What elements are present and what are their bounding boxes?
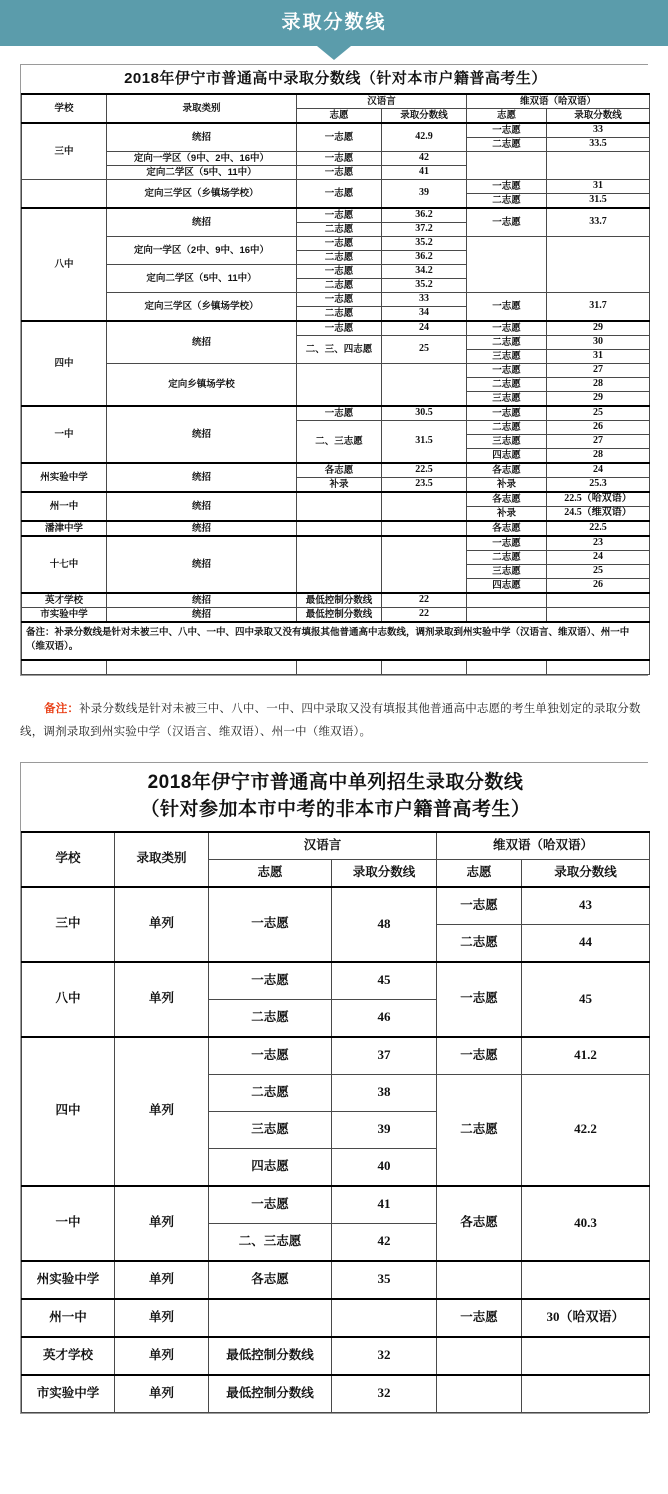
cell-wei-wish: 三志愿	[467, 565, 547, 579]
cell-category: 统招	[107, 123, 297, 152]
cell-category: 统招	[107, 208, 297, 237]
cell-category: 单列	[115, 1037, 209, 1186]
cell-school: 州实验中学	[22, 463, 107, 492]
cell-wei-score: 29	[547, 321, 650, 336]
table-row	[22, 293, 650, 307]
cell-wei-wish: 一志愿	[467, 293, 547, 322]
cell-wei-score: 44	[522, 924, 650, 962]
page-banner	[0, 0, 668, 46]
cell-han-wish: 二、三、四志愿	[297, 336, 382, 364]
cell-wei-score: 45	[522, 962, 650, 1037]
cell-wei-score	[547, 152, 650, 180]
cell-category: 统招	[107, 492, 297, 521]
cell-han-wish: 一志愿	[297, 208, 382, 223]
cell-han-score: 39	[332, 1111, 437, 1148]
cell-han-score	[382, 364, 467, 407]
cell-wei-score	[522, 1375, 650, 1413]
blank-cell	[297, 660, 382, 675]
cell-wei-wish: 三志愿	[467, 350, 547, 364]
cell-wei-wish: 二志愿	[467, 421, 547, 435]
cell-category: 统招	[107, 608, 297, 623]
cell-han-wish	[297, 521, 382, 536]
cell-han-score: 42.9	[382, 123, 467, 152]
th-han-wish: 志愿	[297, 109, 382, 124]
table2	[21, 763, 650, 1413]
cell-school: 三中	[22, 123, 107, 180]
cell-han-wish	[297, 536, 382, 593]
cell-category: 统招	[107, 593, 297, 608]
cell-wei-wish	[437, 1375, 522, 1413]
table-row	[22, 536, 650, 551]
cell-han-wish: 一志愿	[297, 180, 382, 209]
cell-wei-wish: 补录	[467, 507, 547, 522]
cell-han-score: 45	[332, 962, 437, 1000]
cell-han-wish: 一志愿	[209, 1186, 332, 1224]
cell-category: 单列	[115, 887, 209, 962]
cell-wei-score: 25.3	[547, 478, 650, 493]
cell-wei-score: 27	[547, 435, 650, 449]
cell-han-wish: 各志愿	[297, 463, 382, 478]
cell-category: 统招	[107, 521, 297, 536]
cell-wei-score: 31	[547, 180, 650, 194]
cell-han-score: 31.5	[382, 421, 467, 464]
cell-wei-wish	[437, 1261, 522, 1299]
cell-han-wish: 四志愿	[209, 1148, 332, 1186]
cell-category: 定向三学区（乡镇场学校）	[107, 293, 297, 322]
blank-cell	[107, 660, 297, 675]
cell-han-wish: 二志愿	[297, 279, 382, 293]
cell-han-score: 24	[382, 321, 467, 336]
cell-han-wish: 一志愿	[297, 321, 382, 336]
cell-han-wish	[297, 492, 382, 521]
cell-wei-score: 22.5	[547, 521, 650, 536]
cell-wei-score: 30	[547, 336, 650, 350]
cell-han-wish: 一志愿	[297, 166, 382, 180]
cell-school	[22, 180, 107, 209]
th-chinese-group: 汉语言	[209, 832, 437, 860]
cell-wei-score	[522, 1337, 650, 1375]
cell-wei-score: 31.7	[547, 293, 650, 322]
cell-school: 十七中	[22, 536, 107, 593]
table-row	[22, 887, 650, 925]
table-row	[22, 1337, 650, 1375]
cell-school: 英才学校	[22, 1337, 115, 1375]
cell-wei-wish: 各志愿	[467, 463, 547, 478]
cell-school: 一中	[22, 1186, 115, 1261]
table-row	[22, 406, 650, 421]
cell-wei-score: 24	[547, 463, 650, 478]
cell-school: 州一中	[22, 492, 107, 521]
table1-container	[20, 64, 648, 676]
cell-category: 单列	[115, 1186, 209, 1261]
cell-han-score: 39	[382, 180, 467, 209]
table2-header-row-1	[22, 832, 650, 860]
table-row	[22, 593, 650, 608]
table-row	[22, 1261, 650, 1299]
cell-han-wish: 二、三志愿	[297, 421, 382, 464]
cell-han-score: 48	[332, 887, 437, 962]
th-wei-score: 录取分数线	[522, 859, 650, 887]
cell-han-score: 34	[382, 307, 467, 322]
cell-wei-score: 25	[547, 406, 650, 421]
th-han-score: 录取分数线	[382, 109, 467, 124]
cell-school: 潘津中学	[22, 521, 107, 536]
table-row	[22, 463, 650, 478]
cell-han-wish: 二志愿	[297, 251, 382, 265]
cell-han-score: 35.2	[382, 237, 467, 251]
table2-title-line2: （针对参加本市中考的非本市户籍普高考生）	[140, 799, 531, 821]
cell-wei-wish	[467, 593, 547, 608]
cell-category: 定向三学区（乡镇场学校）	[107, 180, 297, 209]
cell-school: 四中	[22, 321, 107, 406]
blank-cell	[547, 660, 650, 675]
th-wei-wish: 志愿	[467, 109, 547, 124]
cell-han-wish: 一志愿	[297, 152, 382, 166]
cell-wei-score: 42.2	[522, 1074, 650, 1186]
th-uyghur-group: 维双语（哈双语）	[467, 94, 650, 109]
cell-wei-wish: 二志愿	[467, 138, 547, 152]
cell-han-score: 23.5	[382, 478, 467, 493]
cell-wei-score: 26	[547, 421, 650, 435]
cell-wei-wish: 一志愿	[437, 887, 522, 925]
red-note-text: 补录分数线是针对未被三中、八中、一中、四中录取又没有填报其他普通高中志愿的考生单独划定的录取分数线，调剂录取到州实验中学（汉语言、维双语）、州一中（维双语）。	[20, 702, 641, 738]
cell-school: 英才学校	[22, 593, 107, 608]
cell-category: 单列	[115, 1261, 209, 1299]
cell-han-score	[382, 536, 467, 593]
cell-han-wish: 一志愿	[297, 293, 382, 307]
cell-wei-score: 25	[547, 565, 650, 579]
cell-wei-score: 29	[547, 392, 650, 407]
cell-wei-score: 28	[547, 378, 650, 392]
banner-title: 录取分数线	[281, 12, 387, 33]
cell-han-score: 42	[382, 152, 467, 166]
table1-header-row-1	[22, 94, 650, 109]
th-category: 录取类别	[107, 94, 297, 123]
cell-wei-wish: 一志愿	[467, 536, 547, 551]
cell-han-score: 33	[382, 293, 467, 307]
th-wei-wish: 志愿	[437, 859, 522, 887]
cell-han-wish: 一志愿	[209, 887, 332, 962]
cell-han-wish: 一志愿	[297, 237, 382, 251]
blank-cell	[467, 660, 547, 675]
cell-wei-score: 41.2	[522, 1037, 650, 1075]
cell-han-wish: 补录	[297, 478, 382, 493]
cell-han-score	[332, 1299, 437, 1337]
cell-school: 四中	[22, 1037, 115, 1186]
cell-wei-score: 43	[522, 887, 650, 925]
cell-wei-wish: 各志愿	[437, 1186, 522, 1261]
th-han-score: 录取分数线	[332, 859, 437, 887]
cell-han-score: 42	[332, 1223, 437, 1261]
cell-wei-score: 26	[547, 579, 650, 594]
cell-han-wish: 一志愿	[297, 123, 382, 152]
cell-han-wish	[209, 1299, 332, 1337]
cell-wei-score: 33	[547, 123, 650, 138]
th-uyghur-group: 维双语（哈双语）	[437, 832, 650, 860]
cell-han-score: 35	[332, 1261, 437, 1299]
table2-container	[20, 762, 648, 1414]
cell-han-wish: 各志愿	[209, 1261, 332, 1299]
cell-school: 八中	[22, 208, 107, 321]
cell-wei-score	[547, 237, 650, 293]
cell-han-wish: 一志愿	[297, 265, 382, 279]
cell-wei-wish: 一志愿	[437, 1037, 522, 1075]
cell-category: 单列	[115, 1299, 209, 1337]
cell-wei-wish: 二志愿	[467, 194, 547, 209]
table-row	[22, 123, 650, 138]
cell-han-score: 35.2	[382, 279, 467, 293]
cell-category: 单列	[115, 962, 209, 1037]
cell-wei-score	[522, 1261, 650, 1299]
cell-wei-score: 33.5	[547, 138, 650, 152]
cell-wei-score: 31	[547, 350, 650, 364]
cell-wei-score: 33.7	[547, 208, 650, 237]
cell-wei-wish: 一志愿	[437, 1299, 522, 1337]
table-row	[22, 1299, 650, 1337]
cell-wei-wish: 四志愿	[467, 579, 547, 594]
cell-han-wish: 二志愿	[297, 223, 382, 237]
table-row	[22, 237, 650, 251]
cell-han-score: 22	[382, 593, 467, 608]
cell-wei-wish: 一志愿	[467, 364, 547, 378]
cell-han-wish: 最低控制分数线	[297, 608, 382, 623]
cell-han-score: 37	[332, 1037, 437, 1075]
cell-han-score: 41	[382, 166, 467, 180]
cell-wei-wish: 各志愿	[467, 492, 547, 507]
cell-school: 市实验中学	[22, 608, 107, 623]
cell-wei-score: 23	[547, 536, 650, 551]
cell-han-score: 36.2	[382, 251, 467, 265]
cell-han-score: 30.5	[382, 406, 467, 421]
cell-category: 定向二学区（5中、11中）	[107, 265, 297, 293]
table2-title-row	[22, 763, 650, 832]
cell-han-score	[382, 521, 467, 536]
table-row	[22, 152, 650, 166]
cell-han-score: 32	[332, 1337, 437, 1375]
cell-category: 统招	[107, 406, 297, 463]
blank-cell	[22, 660, 107, 675]
cell-wei-score: 22.5（哈双语）	[547, 492, 650, 507]
cell-wei-wish: 二志愿	[467, 336, 547, 350]
cell-school: 州一中	[22, 1299, 115, 1337]
red-note-paragraph	[20, 698, 648, 744]
cell-wei-wish: 一志愿	[467, 208, 547, 237]
cell-han-wish: 最低控制分数线	[209, 1375, 332, 1413]
table-row	[22, 1186, 650, 1224]
cell-wei-wish	[467, 152, 547, 180]
cell-wei-score: 28	[547, 449, 650, 464]
cell-wei-wish: 二志愿	[467, 551, 547, 565]
cell-han-wish: 最低控制分数线	[297, 593, 382, 608]
table-row	[22, 521, 650, 536]
cell-han-score: 40	[332, 1148, 437, 1186]
table-row	[22, 1037, 650, 1075]
th-category: 录取类别	[115, 832, 209, 887]
blank-cell	[382, 660, 467, 675]
cell-category: 定向一学区（2中、9中、16中）	[107, 237, 297, 265]
cell-han-score: 37.2	[382, 223, 467, 237]
cell-category: 定向一学区（9中、2中、16中）	[107, 152, 297, 166]
th-chinese-group: 汉语言	[297, 94, 467, 109]
cell-wei-score	[547, 593, 650, 608]
table-row	[22, 321, 650, 336]
cell-wei-score: 31.5	[547, 194, 650, 209]
cell-wei-wish: 一志愿	[467, 180, 547, 194]
cell-han-wish: 二志愿	[209, 999, 332, 1037]
cell-han-wish: 一志愿	[297, 406, 382, 421]
cell-han-score: 34.2	[382, 265, 467, 279]
table-row	[22, 180, 650, 194]
cell-wei-wish: 一志愿	[467, 406, 547, 421]
cell-han-wish	[297, 364, 382, 407]
table-row	[22, 208, 650, 223]
cell-wei-score	[547, 608, 650, 623]
banner-arrow-container	[0, 46, 668, 64]
cell-wei-wish	[467, 237, 547, 293]
cell-wei-score: 24	[547, 551, 650, 565]
cell-han-score: 22	[382, 608, 467, 623]
chevron-down-pointer-icon	[317, 46, 351, 60]
cell-wei-wish: 各志愿	[467, 521, 547, 536]
cell-wei-wish: 三志愿	[467, 435, 547, 449]
cell-han-wish: 一志愿	[209, 1037, 332, 1075]
bottom-spacer	[0, 1414, 668, 1428]
table-row	[22, 1375, 650, 1413]
cell-wei-wish: 一志愿	[467, 321, 547, 336]
red-note-label: 备注：	[44, 702, 80, 715]
cell-school: 一中	[22, 406, 107, 463]
cell-wei-score: 24.5（维双语）	[547, 507, 650, 522]
cell-wei-wish: 一志愿	[437, 962, 522, 1037]
cell-wei-score: 30（哈双语）	[522, 1299, 650, 1337]
table-row	[22, 364, 650, 378]
cell-wei-wish: 一志愿	[467, 123, 547, 138]
cell-han-wish: 一志愿	[209, 962, 332, 1000]
cell-school: 八中	[22, 962, 115, 1037]
cell-han-wish: 三志愿	[209, 1111, 332, 1148]
cell-category: 定向二学区（5中、11中）	[107, 166, 297, 180]
cell-han-wish: 二志愿	[297, 307, 382, 322]
cell-han-wish: 最低控制分数线	[209, 1337, 332, 1375]
cell-wei-wish: 二志愿	[437, 924, 522, 962]
cell-han-score: 36.2	[382, 208, 467, 223]
cell-wei-wish: 二志愿	[467, 378, 547, 392]
table1-trailing-blank-row	[22, 660, 650, 675]
cell-han-wish: 二、三志愿	[209, 1223, 332, 1261]
cell-category: 统招	[107, 463, 297, 492]
th-school: 学校	[22, 94, 107, 123]
cell-school: 州实验中学	[22, 1261, 115, 1299]
cell-category: 定向乡镇场学校	[107, 364, 297, 407]
cell-wei-wish	[437, 1337, 522, 1375]
cell-category: 统招	[107, 321, 297, 364]
th-wei-score: 录取分数线	[547, 109, 650, 124]
cell-wei-wish: 补录	[467, 478, 547, 493]
cell-han-score	[382, 492, 467, 521]
cell-han-score: 46	[332, 999, 437, 1037]
cell-wei-wish: 三志愿	[467, 392, 547, 407]
table1	[21, 65, 650, 675]
cell-wei-wish: 四志愿	[467, 449, 547, 464]
cell-wei-score: 40.3	[522, 1186, 650, 1261]
cell-category: 单列	[115, 1375, 209, 1413]
cell-school: 三中	[22, 887, 115, 962]
table2-title	[22, 763, 650, 832]
cell-han-wish: 二志愿	[209, 1074, 332, 1111]
cell-school: 市实验中学	[22, 1375, 115, 1413]
table-row	[22, 492, 650, 507]
table1-inner-note: 备注：补录分数线是针对未被三中、八中、一中、四中录取又没有填报其他普通高中志数线，调剂录取到州实验中学（汉语言、维双语）、州一中（维双语）。	[22, 622, 650, 660]
th-school: 学校	[22, 832, 115, 887]
cell-wei-wish: 二志愿	[437, 1074, 522, 1186]
cell-wei-wish	[467, 608, 547, 623]
cell-category: 统招	[107, 536, 297, 593]
cell-category: 单列	[115, 1337, 209, 1375]
cell-han-score: 41	[332, 1186, 437, 1224]
table1-title: 2018年伊宁市普通高中录取分数线（针对本市户籍普高考生）	[22, 65, 650, 94]
cell-han-score: 38	[332, 1074, 437, 1111]
cell-han-score: 22.5	[382, 463, 467, 478]
cell-han-score: 25	[382, 336, 467, 364]
table1-note-row	[22, 622, 650, 660]
table-row	[22, 962, 650, 1000]
table-row	[22, 608, 650, 623]
cell-han-score: 32	[332, 1375, 437, 1413]
cell-wei-score: 27	[547, 364, 650, 378]
th-han-wish: 志愿	[209, 859, 332, 887]
table2-title-line1: 2018年伊宁市普通高中单列招生录取分数线	[147, 771, 524, 793]
table1-title-row	[22, 65, 650, 94]
